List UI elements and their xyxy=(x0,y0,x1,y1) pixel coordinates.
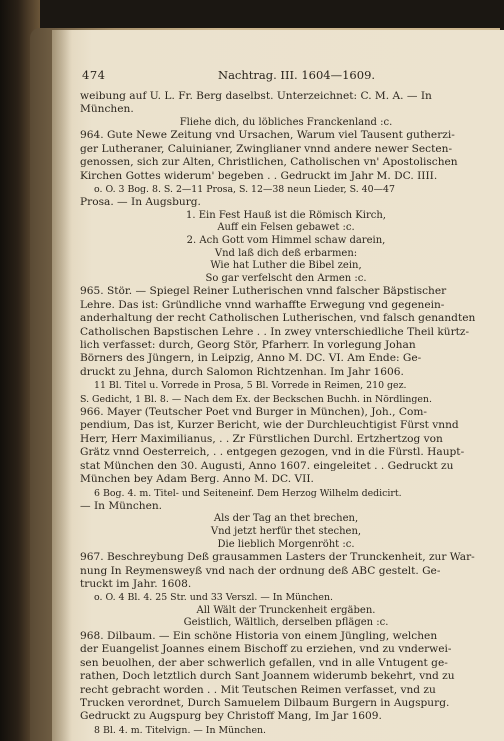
text-line: Auff ein Felsen gebawet :c. xyxy=(217,222,355,234)
text-line: Vnd laß dich deß erbarmen: xyxy=(214,247,358,259)
page-text xyxy=(80,90,492,737)
text-line: — In München. xyxy=(80,499,163,512)
text-line: All Wält der Trunckenheit ergäben. xyxy=(196,604,376,616)
text-line: Prosa. — In Augsburg. xyxy=(80,196,201,209)
text-line: Trucken verordnet, Durch Samuelem Dilbaum Burgern in Augspurg. xyxy=(80,696,450,709)
page-header xyxy=(82,68,482,84)
text-line: 6 Bog. 4. m. Titel- und Seiteneinf. Dem Herzog Wilhelm dedicirt. xyxy=(94,487,402,499)
text-line: rathen, Doch letztlich durch Sant Joannem widerumb bekehrt, vnd zu xyxy=(80,670,455,683)
text-line: nung In Reymensweyß vnd nach der ordnung deß ABC gestelt. Ge- xyxy=(80,564,441,577)
text-line: 966. Mayer (Teutscher Poet vnd Burger in München), Joh., Com- xyxy=(80,406,427,419)
text-line: Vnd jetzt herfür thet stechen, xyxy=(210,525,362,537)
text-line: Gedruckt zu Augspurg bey Christoff Mang, Im Jar 1609. xyxy=(80,710,382,723)
text-line: anderhaltung der recht Catholischen Lutherischen, vnd falsch genandten xyxy=(80,312,476,325)
text-line: Geistlich, Wältlich, derselben pflägen :c. xyxy=(183,617,389,629)
text-line: o. O. 4 Bl. 4. 25 Str. und 33 Verszl. — In München. xyxy=(94,592,333,604)
running-head: Nachtrag. III. 1604—1609. xyxy=(218,68,376,82)
text-line: lich verfasset: durch, Georg Stör, Pfarherr. In vorlegung Johan xyxy=(80,339,416,352)
text-line: München. xyxy=(80,103,134,116)
text-line: Kirchen Gottes widerum' begeben . . Gedruckt im Jahr M. DC. IIII. xyxy=(80,169,438,182)
text-line: stat München den 30. Augusti, Anno 1607. eingeleitet . . Gedruckt zu xyxy=(80,459,454,472)
book-page xyxy=(52,30,504,741)
gutter-shadow xyxy=(52,30,72,741)
text-line: Herr, Herr Maximilianus, . . Zr Fürstlichen Durchl. Ertzhertzog von xyxy=(80,432,443,445)
text-line: genossen, sich zur Alten, Christlichen, Catholischen vn' Apostolischen xyxy=(80,156,458,169)
text-line: sen beuolhen, der aber schwerlich gefallen, vnd in alle Vntugent ge- xyxy=(80,656,448,669)
text-line: pendium, Das ist, Kurzer Bericht, wie der Durchleuchtigist Fürst vnnd xyxy=(80,419,459,432)
text-line: druckt zu Jehna, durch Salomon Richtzenhan. Im Jahr 1606. xyxy=(80,365,404,378)
text-line: Börners des Jüngern, in Leipzig, Anno M. DC. VI. Am Ende: Ge- xyxy=(80,352,422,365)
text-line: 968. Dilbaum. — Ein schöne Historia von einem Jüngling, welchen xyxy=(80,629,438,642)
text-line: Grätz vnnd Oesterreich, . . entgegen gezogen, vnd in die Fürstl. Haupt- xyxy=(80,446,465,459)
text-line: truckt im Jahr. 1608. xyxy=(80,577,192,590)
text-line: 965. Stör. — Spiegel Reiner Lutherischen vnnd falscher Bäpstischer xyxy=(80,285,447,298)
text-line: 8 Bl. 4. m. Titelvign. — In München. xyxy=(94,724,267,736)
text-line: So gar verfelscht den Armen :c. xyxy=(205,272,367,284)
text-line: 967. Beschreybung Deß grausammen Lasters der Trunckenheit, zur War- xyxy=(80,551,475,564)
text-line: 964. Gute Newe Zeitung vnd Ursachen, Warum viel Tausent gutherzi- xyxy=(80,129,455,142)
text-line: Wie hat Luther die Bibel zein, xyxy=(210,260,362,272)
text-line: ger Lutheraner, Caluinianer, Zwinglianer vnnd andere newer Secten- xyxy=(80,142,453,155)
text-line: recht gebracht worden . . Mit Teutschen Reimen verfasset, vnd zu xyxy=(80,683,436,696)
text-line: München bey Adam Berg. Anno M. DC. VII. xyxy=(80,473,314,486)
text-line: Als der Tag an thet brechen, xyxy=(213,513,359,525)
text-line: Die lieblich Morgenröht :c. xyxy=(217,538,355,550)
text-line: weibung auf U. L. Fr. Berg daselbst. Unterzeichnet: C. M. A. — In xyxy=(80,90,432,102)
page-number: 474 xyxy=(82,68,106,82)
text-line: Lehre. Das ist: Gründliche vnnd warhaffte Erwegung vnd gegenein- xyxy=(80,298,445,311)
text-line: 2. Ach Gott vom Himmel schaw darein, xyxy=(186,235,386,247)
text-line: Catholischen Bapstischen Lehre . . In zwey vnterschiedliche Theil kürtz- xyxy=(80,325,470,338)
text-line: 11 Bl. Titel u. Vorrede in Prosa, 5 Bl. Vorrede in Reimen, 210 gez. xyxy=(94,380,407,392)
text-line: der Euangelist Joannes einem Bischoff zu erziehen, vnd zu vnderwei- xyxy=(80,643,452,656)
text-line: 1. Ein Fest Hauß ist die Römisch Kirch, xyxy=(186,209,386,221)
text-line: S. Gedicht, 1 Bl. 8. — Nach dem Ex. der Beckschen Buchh. in Nördlingen. xyxy=(80,393,432,405)
text-line: Fliehe dich, du löbliches Franckenland :c. xyxy=(179,116,393,128)
text-line: o. O. 3 Bog. 8. S. 2—11 Prosa, S. 12—38 neun Lieder, S. 40—47 xyxy=(94,184,395,196)
